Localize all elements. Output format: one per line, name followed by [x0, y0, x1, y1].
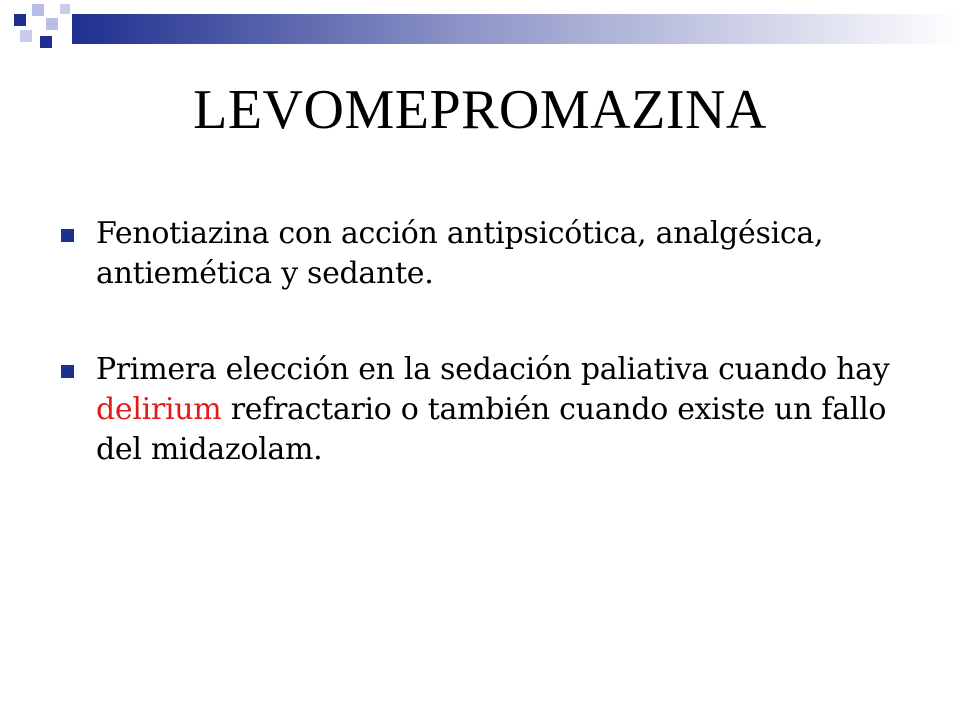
deco-square-light-3 — [20, 30, 32, 42]
square-bullet-icon — [61, 365, 74, 378]
bullet-item — [60, 350, 940, 470]
bullet-text: Fenotiazina con acción antipsicótica, analgésica, antiemética y sedante. — [96, 216, 824, 291]
slide-title: LEVOMEPROMAZINA — [193, 79, 767, 141]
deco-square-light-1 — [32, 4, 44, 16]
bullet-item — [60, 214, 940, 294]
deco-square-dark-1 — [14, 14, 26, 26]
bullet-text-after: refractario o también cuando existe un fallo del midazolam. — [96, 392, 887, 467]
header-decoration — [0, 0, 960, 64]
deco-square-light-2 — [46, 18, 58, 30]
square-bullet-icon — [61, 229, 74, 242]
deco-square-dark-2 — [40, 36, 52, 48]
deco-gradient-bar — [72, 14, 960, 44]
bullet-list — [60, 214, 940, 526]
deco-square-light-4 — [60, 4, 70, 14]
bullet-text-before: Primera elección en la sedación paliativa cuando hay — [96, 352, 890, 387]
highlighted-term: delirium — [96, 392, 222, 427]
